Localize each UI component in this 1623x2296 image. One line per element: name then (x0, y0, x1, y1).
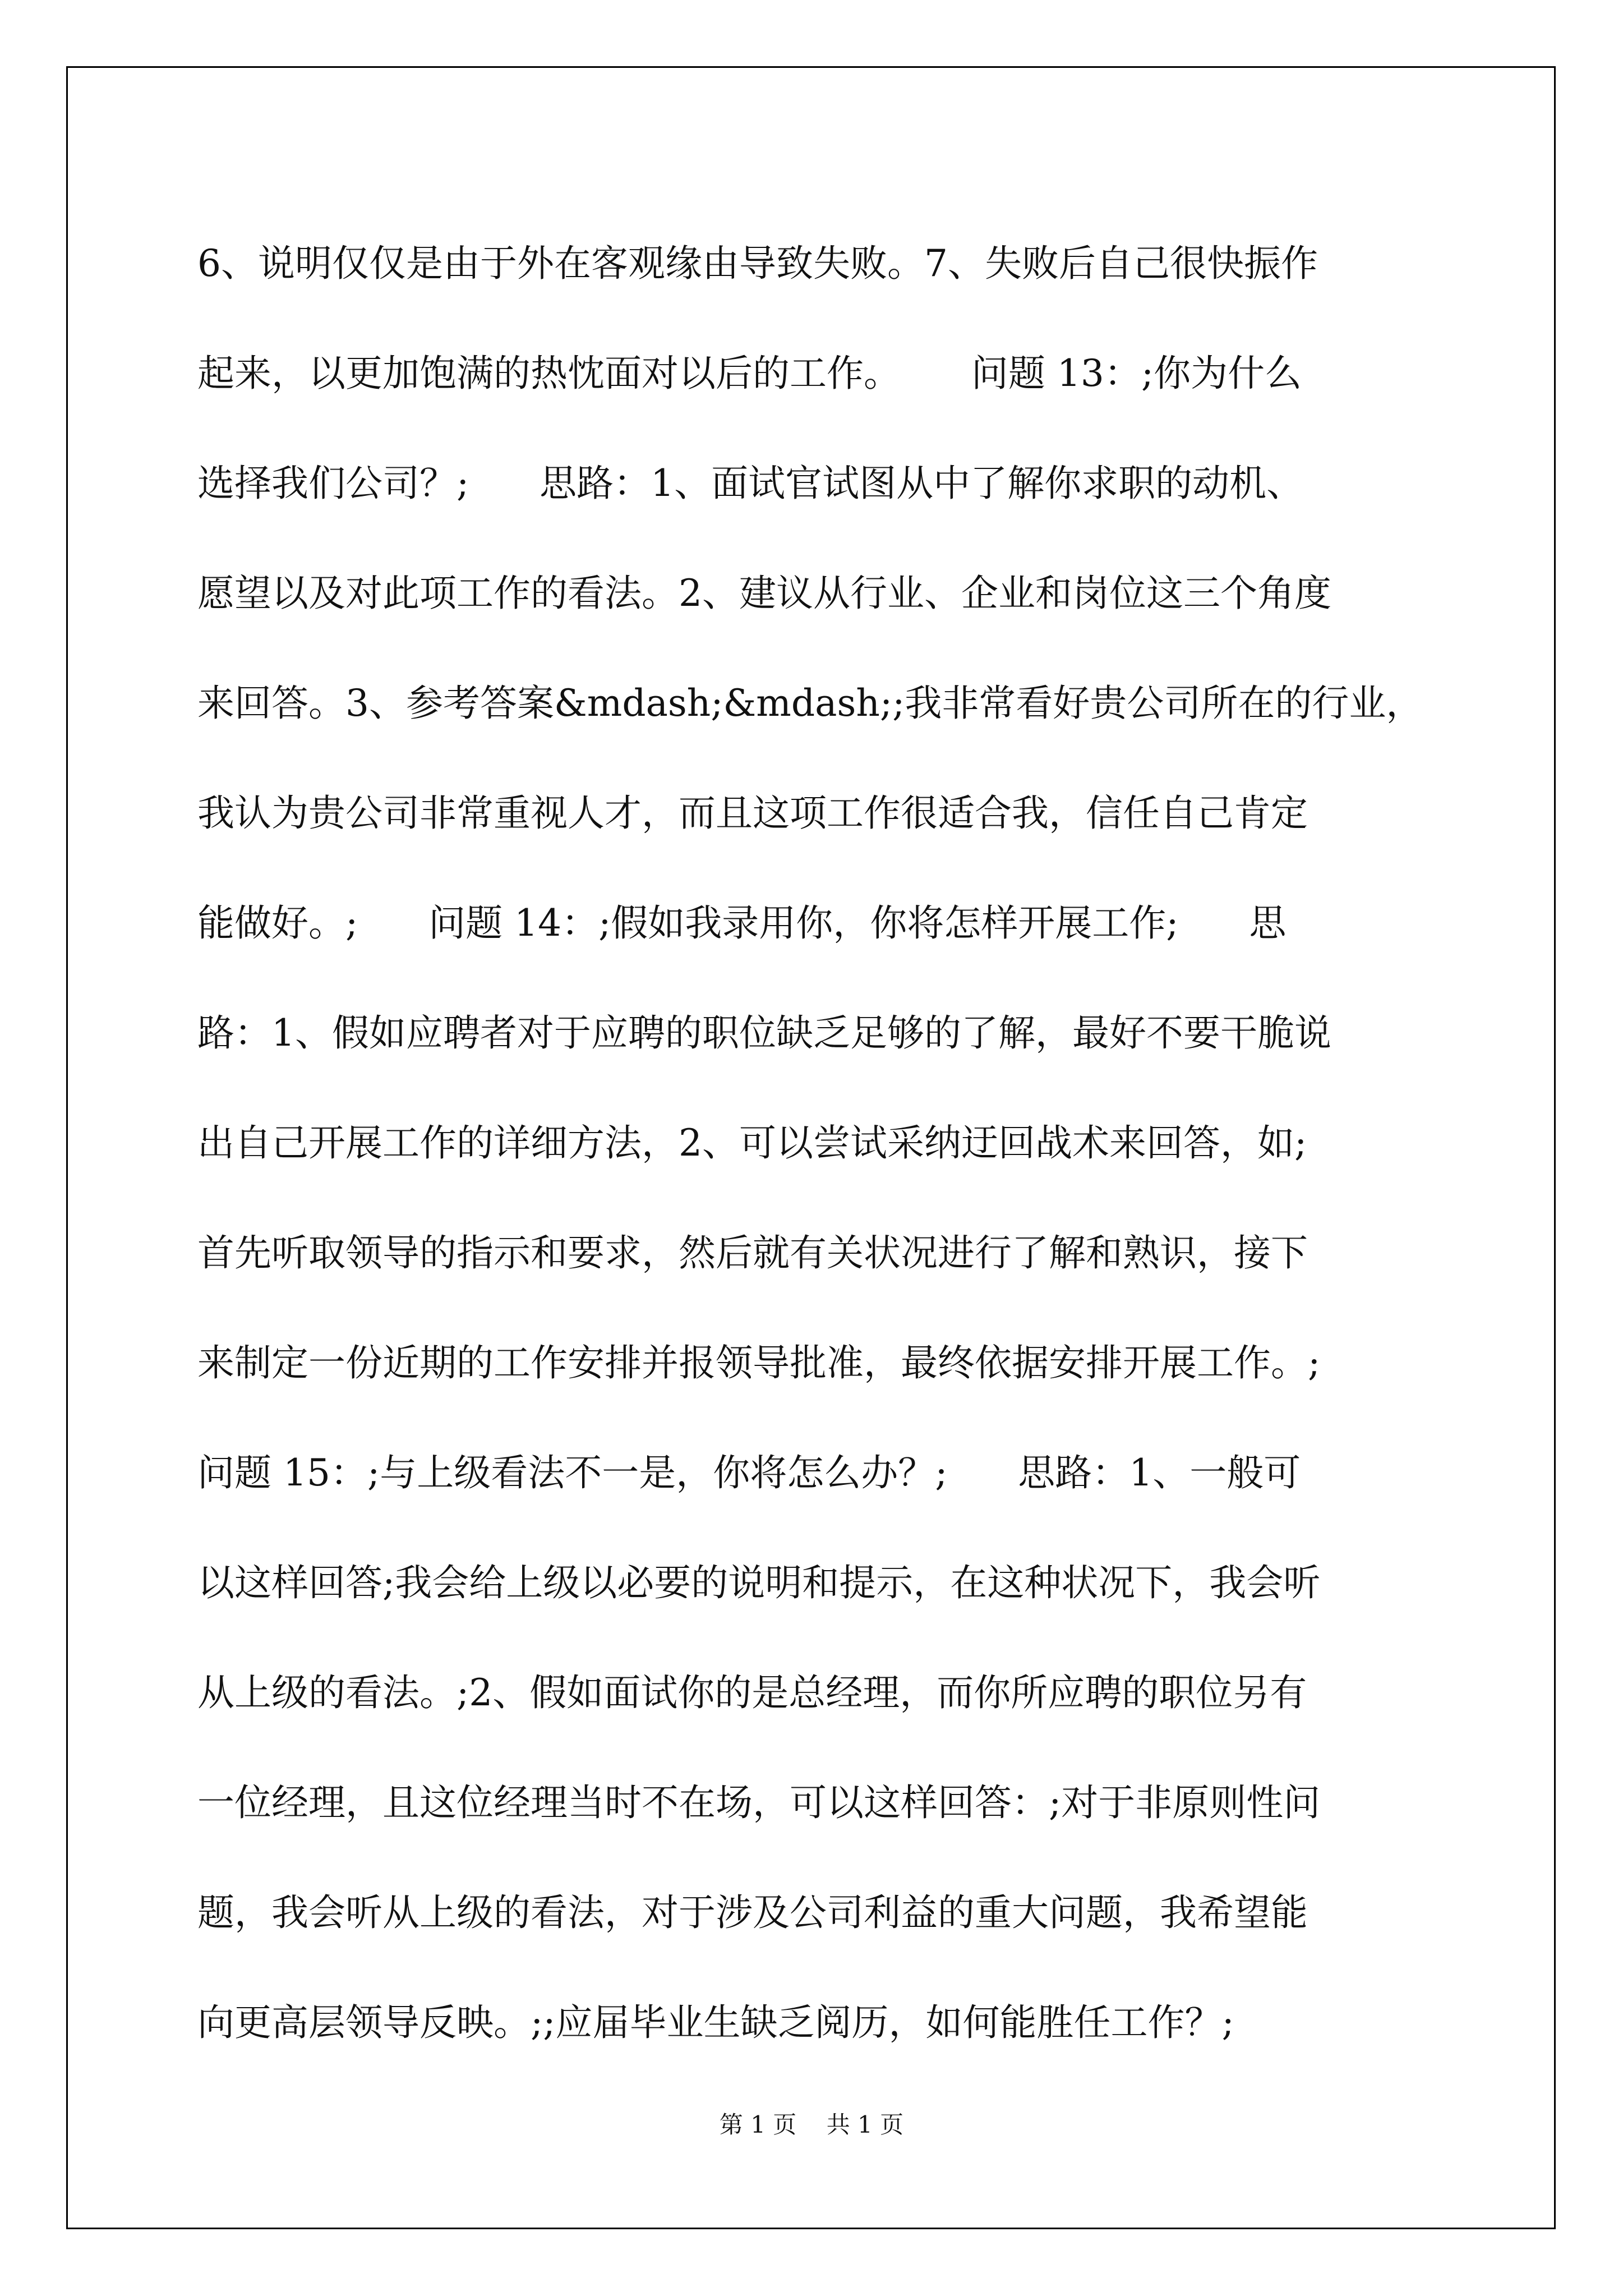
text-line: 问题 15：;与上级看法不一是，你将怎么办？; 思路：1、一般可 (197, 1451, 1301, 1494)
text-line: 能做好。; 问题 14：;假如我录用你，你将怎样开展工作; 思 (197, 901, 1287, 945)
text-line: 出自己开展工作的详细方法，2、可以尝试采纳迂回战术来回答，如; (197, 1121, 1307, 1165)
text-line: 我认为贵公司非常重视人才，而且这项工作很适合我，信任自己肯定 (197, 792, 1308, 835)
text-line: 选择我们公司？; 思路：1、面试官试图从中了解你求职的动机、 (197, 462, 1304, 505)
text-line: 愿望以及对此项工作的看法。2、建议从行业、企业和岗位这三个角度 (197, 572, 1331, 615)
document-body (197, 209, 1431, 2078)
text-line: 起来，以更加饱满的热忱面对以后的工作。 问题 13：;你为什么 (197, 352, 1302, 395)
text-line: 路：1、假如应聘者对于应聘的职位缺乏足够的了解，最好不要干脆说 (197, 1011, 1331, 1055)
text-line: 向更高层领导反映。;;应届毕业生缺乏阅历，如何能胜任工作？; (197, 2001, 1234, 2044)
text-line: 从上级的看法。;2、假如面试你的是总经理，而你所应聘的职位另有 (197, 1671, 1307, 1714)
text-line: 题，我会听从上级的看法，对于涉及公司利益的重大问题，我希望能 (197, 1891, 1308, 1934)
text-line: 以这样回答;我会给上级以必要的说明和提示，在这种状况下，我会听 (197, 1561, 1321, 1604)
text-line: 6、说明仅仅是由于外在客观缘由导致失败。7、失败后自己很快振作 (197, 242, 1318, 285)
text-line: 一位经理，且这位经理当时不在场，可以这样回答：;对于非原则性问 (197, 1781, 1321, 1824)
text-line: 来制定一份近期的工作安排并报领导批准，最终依据安排开展工作。; (197, 1341, 1321, 1384)
text-line: 来回答。3、参考答案&mdash;&mdash;;我非常看好贵公司所在的行业， (197, 682, 1423, 725)
page-footer: 第 1 页 共 1 页 (719, 2111, 904, 2138)
text-line: 首先听取领导的指示和要求，然后就有关状况进行了解和熟识，接下 (197, 1231, 1308, 1274)
